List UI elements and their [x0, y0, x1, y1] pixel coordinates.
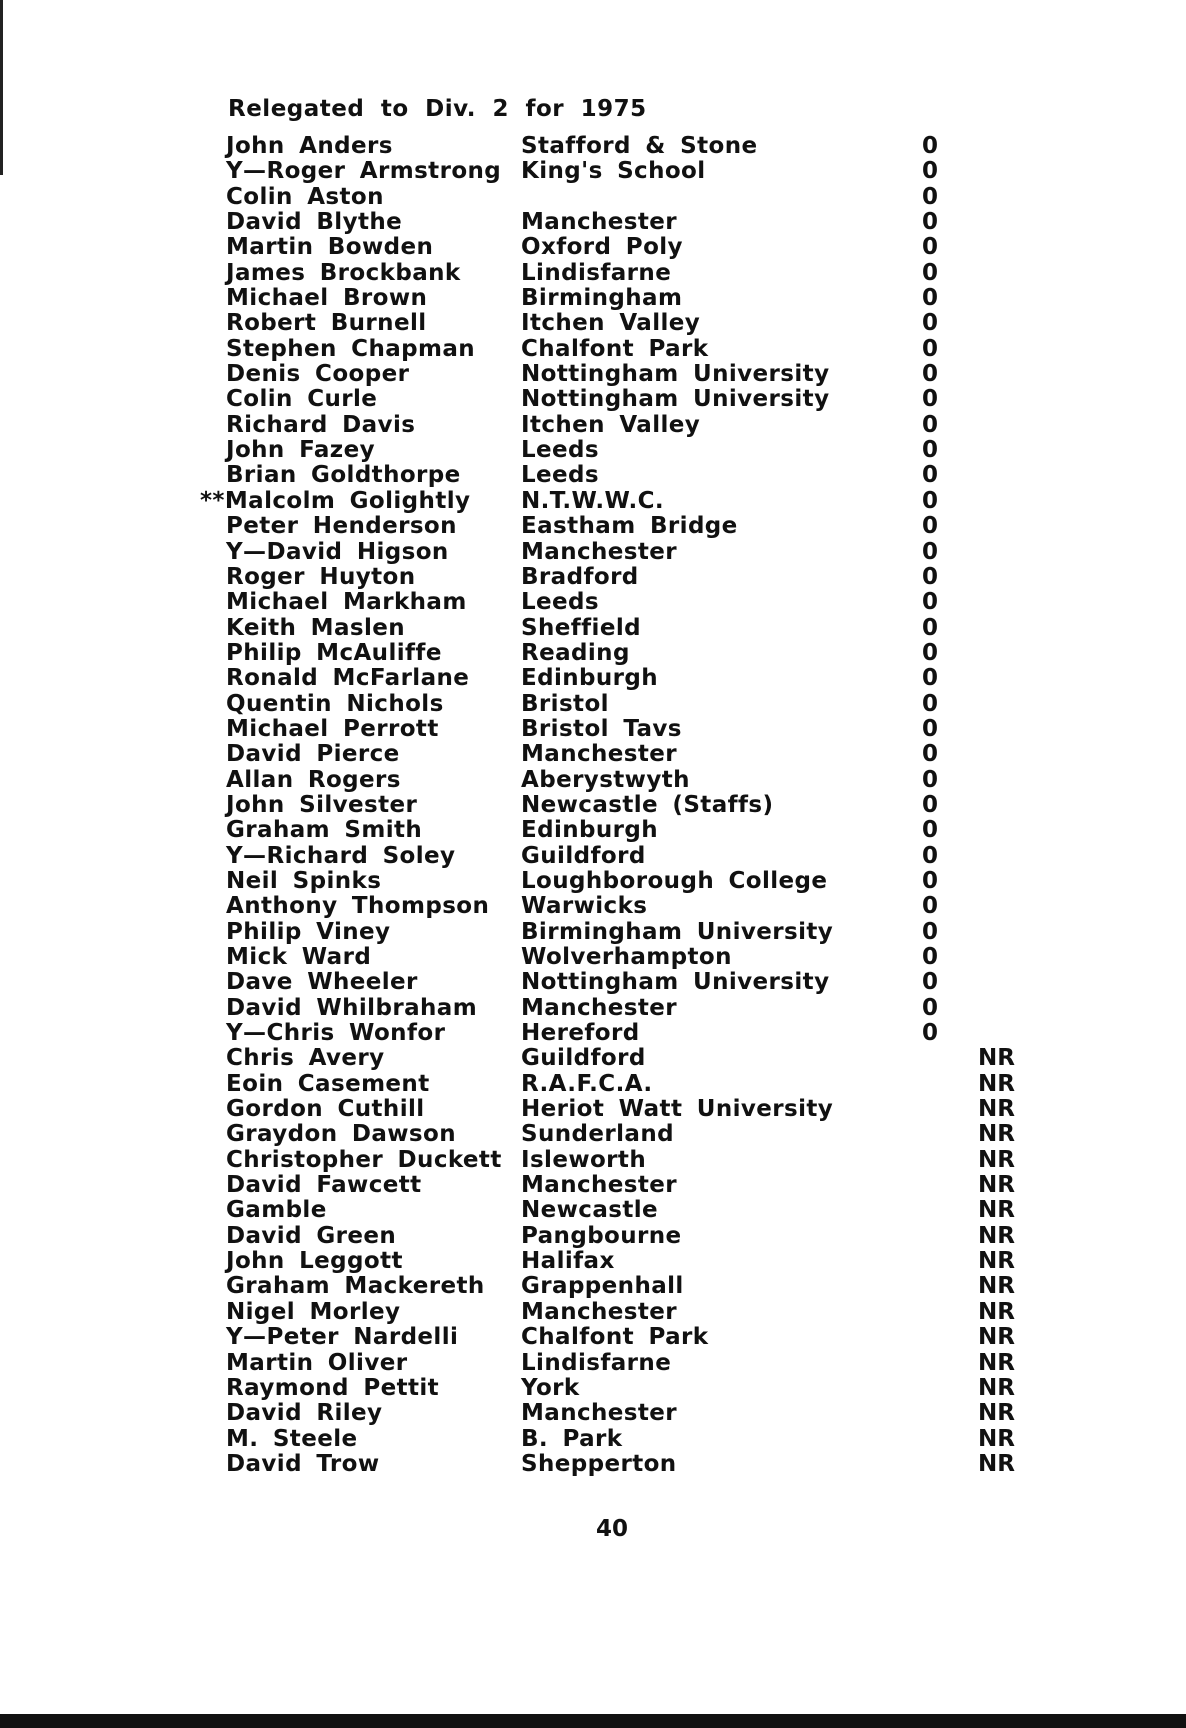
list-item: [0, 337, 1186, 362]
player-score: NR: [978, 1450, 1015, 1477]
player-name: Michael Brown: [226, 285, 428, 312]
player-score: NR: [978, 1324, 1015, 1351]
player-name: Mick Ward: [226, 944, 372, 970]
player-club: Pangbourne: [521, 1222, 682, 1249]
player-club: Halifax: [521, 1248, 615, 1275]
player-score: 0: [922, 817, 939, 844]
player-name: Anthony Thompson: [226, 893, 490, 920]
player-name: David Whilbraham: [226, 994, 478, 1021]
player-name: Graham Smith: [226, 817, 423, 844]
player-score: 0: [922, 361, 939, 388]
player-club: Bristol: [521, 690, 609, 717]
player-club: Birmingham: [521, 285, 683, 312]
player-score: NR: [978, 1248, 1015, 1275]
player-name: Quentin Nichols: [226, 690, 444, 717]
list-item: [0, 616, 1186, 641]
list-item: [0, 818, 1186, 843]
player-score: 0: [922, 513, 939, 540]
player-name: John Anders: [226, 133, 393, 159]
player-score: 0: [922, 842, 939, 869]
player-name: Colin Aston: [226, 183, 384, 210]
list-item: [0, 590, 1186, 615]
list-item: [0, 387, 1186, 412]
player-score: 0: [922, 1020, 939, 1047]
player-name: Philip McAuliffe: [226, 639, 442, 666]
player-score: 0: [922, 487, 939, 514]
player-name: Christopher Duckett: [226, 1146, 502, 1173]
player-score: NR: [978, 1045, 1015, 1072]
player-name: Chris Avery: [226, 1045, 385, 1072]
list-item: [0, 742, 1186, 767]
player-score: NR: [978, 1222, 1015, 1249]
player-club: Manchester: [521, 994, 678, 1021]
list-item: [0, 1097, 1186, 1122]
player-name: David Pierce: [226, 741, 400, 768]
player-club: Itchen Valley: [521, 411, 701, 438]
list-item: [0, 1274, 1186, 1299]
list-item: [0, 1376, 1186, 1401]
player-name: Denis Cooper: [226, 361, 410, 388]
list-item: [0, 1122, 1186, 1147]
player-score: 0: [922, 639, 939, 666]
player-club: Manchester: [521, 1172, 678, 1199]
list-item: [0, 920, 1186, 945]
list-item: [0, 1351, 1186, 1376]
player-club: Eastham Bridge: [521, 513, 738, 540]
list-item: [0, 1198, 1186, 1223]
player-score: 0: [922, 259, 939, 286]
list-item: [0, 894, 1186, 919]
player-name: M. Steele: [226, 1425, 358, 1452]
list-item: [0, 970, 1186, 995]
player-club: Guildford: [521, 1045, 646, 1072]
player-score: NR: [978, 1172, 1015, 1199]
list-item: [0, 1300, 1186, 1325]
player-name: David Blythe: [226, 209, 403, 236]
player-club: Loughborough College: [521, 867, 828, 894]
list-item: [0, 996, 1186, 1021]
player-club: Hereford: [521, 1020, 640, 1047]
list-item: [0, 1021, 1186, 1046]
player-score: NR: [978, 1400, 1015, 1427]
player-club: Warwicks: [521, 893, 648, 920]
player-club: Edinburgh: [521, 665, 659, 692]
player-club: York: [521, 1374, 580, 1401]
player-club: Bristol Tavs: [521, 715, 682, 742]
player-name: Nigel Morley: [226, 1298, 401, 1325]
player-score: 0: [922, 969, 939, 996]
list-item: [0, 1427, 1186, 1452]
player-club: Heriot Watt University: [521, 1096, 834, 1123]
list-item: [0, 945, 1186, 970]
player-club: R.A.F.C.A.: [521, 1070, 653, 1097]
player-name: Brian Goldthorpe: [226, 462, 461, 489]
list-item: [0, 159, 1186, 184]
player-name: Allan Rogers: [226, 766, 401, 793]
player-club: Wolverhampton: [521, 944, 732, 970]
player-name: David Riley: [226, 1400, 383, 1427]
player-name: Graham Mackereth: [226, 1273, 485, 1300]
player-name: Graydon Dawson: [226, 1121, 456, 1148]
player-score: 0: [922, 893, 939, 920]
list-item: [0, 311, 1186, 336]
player-club: Oxford Poly: [521, 234, 683, 261]
player-score: NR: [978, 1146, 1015, 1173]
player-club: Guildford: [521, 842, 646, 869]
list-item: [0, 768, 1186, 793]
player-name: Y—David Higson: [226, 538, 449, 565]
player-club: Chalfont Park: [521, 335, 709, 362]
player-name: Martin Bowden: [226, 234, 434, 261]
player-club: Nottingham University: [521, 386, 830, 413]
player-club: Manchester: [521, 209, 678, 236]
player-score: 0: [922, 563, 939, 590]
player-score: NR: [978, 1096, 1015, 1123]
list-item: [0, 1452, 1186, 1477]
list-item: [0, 1148, 1186, 1173]
player-name: Michael Perrott: [226, 715, 439, 742]
player-club: Manchester: [521, 1298, 678, 1325]
player-name: Martin Oliver: [226, 1349, 408, 1376]
list-item: [0, 1072, 1186, 1097]
player-name: Gordon Cuthill: [226, 1096, 425, 1123]
player-name: **Malcolm Golightly: [200, 487, 471, 514]
player-score: 0: [922, 589, 939, 616]
list-item: [0, 210, 1186, 235]
scan-bottom-border: [0, 1714, 1186, 1728]
player-name: Y—Roger Armstrong: [226, 158, 502, 185]
player-name: Robert Burnell: [226, 310, 427, 337]
list-item: [0, 514, 1186, 539]
player-club: Aberystwyth: [521, 766, 690, 793]
player-name: Y—Richard Soley: [226, 842, 456, 869]
player-name: John Fazey: [226, 437, 375, 464]
list-item: [0, 489, 1186, 514]
player-club: Manchester: [521, 1400, 678, 1427]
player-name: Eoin Casement: [226, 1070, 430, 1097]
list-item: [0, 1249, 1186, 1274]
player-name: Richard Davis: [226, 411, 416, 438]
player-score: 0: [922, 538, 939, 565]
player-score: NR: [978, 1298, 1015, 1325]
player-club: Newcastle: [521, 1197, 659, 1224]
player-name: Michael Markham: [226, 589, 467, 616]
player-club: Manchester: [521, 538, 678, 565]
list-item: [0, 844, 1186, 869]
player-score: 0: [922, 310, 939, 337]
player-club: Leeds: [521, 437, 600, 464]
list-item: [0, 540, 1186, 565]
list-item: [0, 869, 1186, 894]
player-score: NR: [978, 1197, 1015, 1224]
player-score: 0: [922, 437, 939, 464]
player-name: Raymond Pettit: [226, 1374, 440, 1401]
player-score: NR: [978, 1374, 1015, 1401]
list-item: [0, 1401, 1186, 1426]
player-name: Y—Peter Nardelli: [226, 1324, 459, 1351]
player-score: 0: [922, 285, 939, 312]
player-club: Nottingham University: [521, 361, 830, 388]
player-name: Dave Wheeler: [226, 969, 418, 996]
player-score: 0: [922, 335, 939, 362]
player-club: Sheffield: [521, 614, 641, 641]
player-club: Itchen Valley: [521, 310, 701, 337]
player-club: Shepperton: [521, 1450, 677, 1477]
player-score: 0: [922, 411, 939, 438]
player-name: Neil Spinks: [226, 867, 382, 894]
list-item: [0, 666, 1186, 691]
player-name: Gamble: [226, 1197, 327, 1224]
player-score: NR: [978, 1425, 1015, 1452]
player-score: 0: [922, 158, 939, 185]
player-score: 0: [922, 209, 939, 236]
player-club: N.T.W.W.C.: [521, 487, 664, 514]
player-score: 0: [922, 766, 939, 793]
list-item: [0, 413, 1186, 438]
player-name: Philip Viney: [226, 918, 391, 945]
player-score: 0: [922, 791, 939, 818]
player-name: Peter Henderson: [226, 513, 457, 540]
player-club: Nottingham University: [521, 969, 830, 996]
player-club: Reading: [521, 639, 630, 666]
player-score: 0: [922, 614, 939, 641]
player-score: 0: [922, 386, 939, 413]
list-item: [0, 362, 1186, 387]
player-club: Lindisfarne: [521, 1349, 672, 1376]
player-name: John Leggott: [226, 1248, 403, 1275]
list-item: [0, 1325, 1186, 1350]
list-item: [0, 463, 1186, 488]
player-score: 0: [922, 741, 939, 768]
player-name: Colin Curle: [226, 386, 378, 413]
player-club: King's School: [521, 158, 706, 185]
player-name: John Silvester: [226, 791, 418, 818]
player-club: Isleworth: [521, 1146, 647, 1173]
player-club: Birmingham University: [521, 918, 834, 945]
player-score: 0: [922, 183, 939, 210]
player-club: Stafford & Stone: [521, 133, 758, 159]
player-score: NR: [978, 1273, 1015, 1300]
player-club: Chalfont Park: [521, 1324, 709, 1351]
player-club: Sunderland: [521, 1121, 674, 1148]
player-club: Manchester: [521, 741, 678, 768]
player-list: [0, 134, 1186, 1477]
list-item: [0, 185, 1186, 210]
section-heading: Relegated to Div. 2 for 1975: [228, 96, 647, 122]
player-name: David Green: [226, 1222, 397, 1249]
player-score: 0: [922, 133, 939, 159]
player-name: David Trow: [226, 1450, 380, 1477]
player-club: Leeds: [521, 589, 600, 616]
player-score: 0: [922, 918, 939, 945]
list-item: [0, 565, 1186, 590]
page-number: 40: [596, 1516, 629, 1542]
player-score: 0: [922, 665, 939, 692]
player-score: NR: [978, 1070, 1015, 1097]
player-name: Stephen Chapman: [226, 335, 476, 362]
player-name: David Fawcett: [226, 1172, 422, 1199]
list-item: [0, 692, 1186, 717]
player-club: Newcastle (Staffs): [521, 791, 774, 818]
list-item: [0, 1173, 1186, 1198]
player-name: James Brockbank: [226, 259, 461, 286]
list-item: [0, 261, 1186, 286]
player-score: 0: [922, 715, 939, 742]
player-score: 0: [922, 994, 939, 1021]
player-name: Ronald McFarlane: [226, 665, 470, 692]
player-club: Grappenhall: [521, 1273, 684, 1300]
player-club: Leeds: [521, 462, 600, 489]
list-item: [0, 235, 1186, 260]
list-item: [0, 1224, 1186, 1249]
player-score: NR: [978, 1121, 1015, 1148]
list-item: [0, 717, 1186, 742]
player-score: 0: [922, 462, 939, 489]
player-club: Lindisfarne: [521, 259, 672, 286]
list-item: [0, 286, 1186, 311]
player-name: Roger Huyton: [226, 563, 416, 590]
player-club: B. Park: [521, 1425, 623, 1452]
list-item: [0, 641, 1186, 666]
list-item: [0, 438, 1186, 463]
player-club: Bradford: [521, 563, 639, 590]
player-name: Keith Maslen: [226, 614, 406, 641]
list-item: [0, 1046, 1186, 1071]
list-item: [0, 793, 1186, 818]
player-score: 0: [922, 867, 939, 894]
player-name: Y—Chris Wonfor: [226, 1020, 446, 1047]
player-score: NR: [978, 1349, 1015, 1376]
player-score: 0: [922, 690, 939, 717]
player-score: 0: [922, 234, 939, 261]
player-score: 0: [922, 944, 939, 970]
player-club: Edinburgh: [521, 817, 659, 844]
list-item: [0, 134, 1186, 159]
